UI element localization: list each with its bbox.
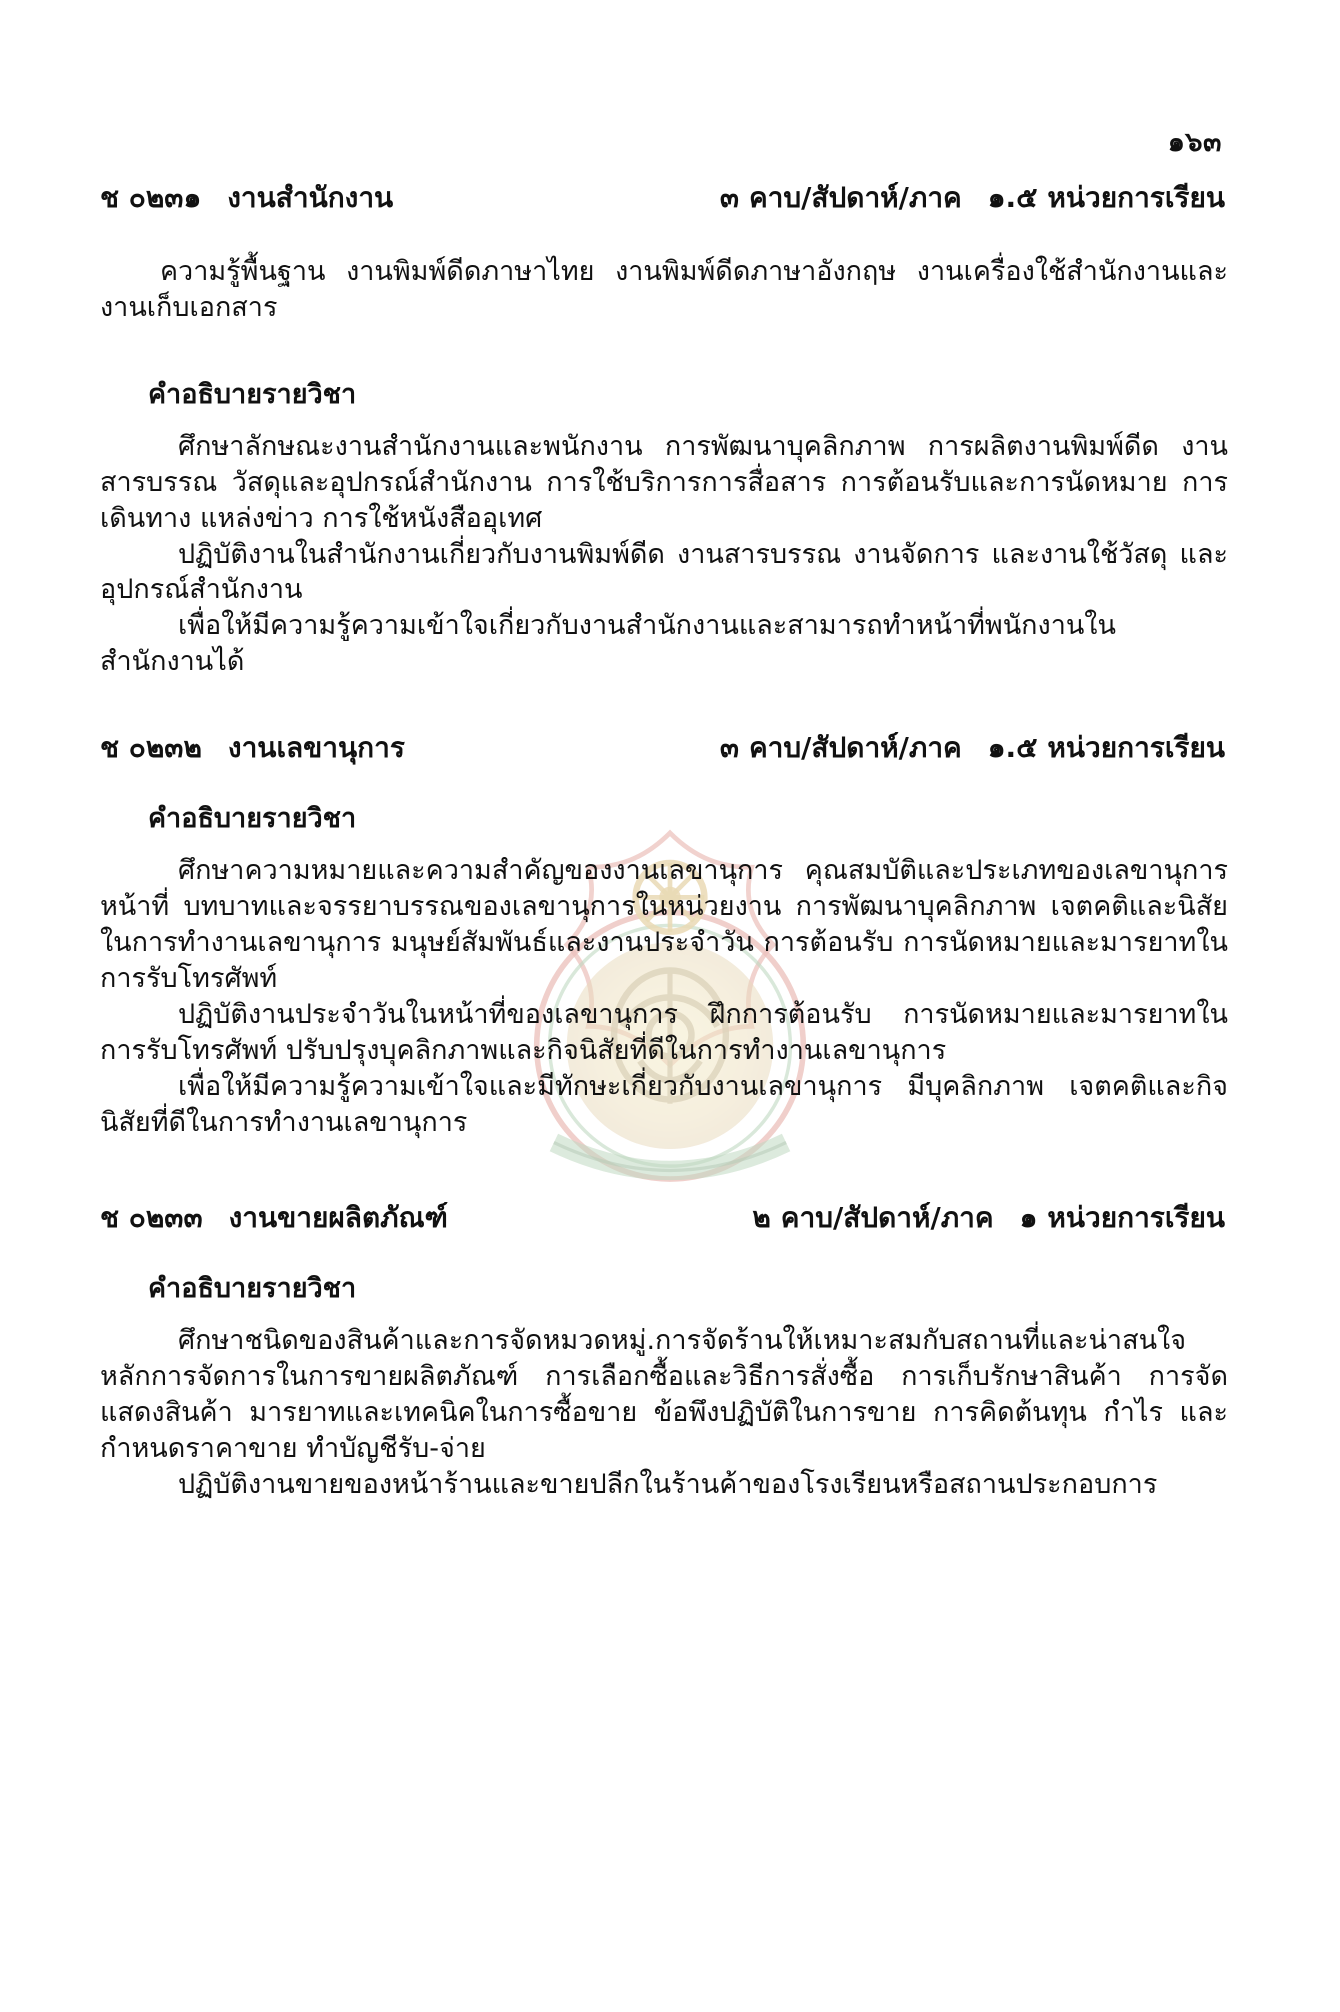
course-paragraph: ปฏิบัติงานขายของหน้าร้านและขายปลีกในร้านค้าของโรงเรียนหรือสถานประกอบการ	[178, 1469, 1158, 1501]
credits-units: ๑.๕	[987, 731, 1038, 765]
course-code: ช ๐๒๓๒	[100, 731, 202, 765]
course-heading-2	[100, 726, 1225, 770]
description-heading-2: คำอธิบายรายวิชา	[148, 803, 357, 835]
course-paragraph: ศึกษาลักษณะงานสำนักงานและพนักงาน การพัฒนาบุคลิกภาพ การผลิตงานพิมพ์ดีด งานสารบรรณ วัสดุและอุปกรณ์สำนักงาน การใช้บริการการสื่อสาร การต้อนรับและการนัดหมาย การเดินทาง แหล่งข่าว การใช้หนังสืออุเทศ	[100, 430, 1228, 534]
credits-per-label: คาบ/สัปดาห์/ภาค	[780, 1201, 994, 1235]
course-paragraph: เพื่อให้มีความรู้ความเข้าใจเกี่ยวกับงานสำนักงานและสามารถทำหน้าที่พนักงานในสำนักงานได้	[100, 610, 1116, 678]
credits-units: ๑.๕	[987, 181, 1038, 214]
credits-per-label: คาบ/สัปดาห์/ภาค	[748, 181, 962, 214]
course-credits	[752, 1196, 1225, 1240]
credits-unit-label: หน่วยการเรียน	[1047, 1201, 1225, 1235]
course-title: งานเลขานุการ	[227, 731, 405, 765]
course-title: งานขายผลิตภัณฑ์	[228, 1201, 448, 1235]
course-paragraph: ปฏิบัติงานประจำวันในหน้าที่ของเลขานุการ ฝึกการต้อนรับ การนัดหมายและมารยาทในการรับโทรศัพท์ ปรับปรุงบุคลิกภาพและกิจนิสัยที่ดีในการทำงานเลขานุการ	[100, 998, 1228, 1066]
course-heading-1	[100, 176, 1225, 220]
course-summary-1: ความรู้พื้นฐาน งานพิมพ์ดีดภาษาไทย งานพิมพ์ดีดภาษาอังกฤษ งานเครื่องใช้สำนักงานและงานเก็บเอกสาร	[100, 256, 1228, 323]
credits-periods: ๓	[719, 181, 739, 214]
course-code: ช ๐๒๓๓	[100, 1201, 203, 1235]
page-number: ๑๖๓	[1167, 127, 1222, 158]
course-paragraph: เพื่อให้มีความรู้ความเข้าใจและมีทักษะเกี่ยวกับงานเลขานุการ มีบุคลิกภาพ เจตคติและกิจนิสัยที่ดีในการทำงานเลขานุการ	[100, 1070, 1228, 1138]
description-heading-1: คำอธิบายรายวิชา	[148, 378, 357, 410]
course-heading-3	[100, 1196, 1225, 1240]
course-paragraph: ศึกษาชนิดของสินค้าและการจัดหมวดหมู่.การจัดร้านให้เหมาะสมกับสถานที่และน่าสนใจ หลักการจัดการในการขายผลิตภัณฑ์ การเลือกซื้อและวิธีการสั่งซื้อ การเก็บรักษาสินค้า การจัดแสดงสินค้า มารยาทและเทคนิคในการซื้อขาย ข้อพึงปฏิบัติในการขาย การคิดต้นทุน กำไร และกำหนดราคาขาย ทำบัญชีรับ-จ่าย	[100, 1325, 1228, 1465]
credits-periods: ๓	[719, 731, 739, 765]
course-credits	[720, 726, 1225, 770]
description-heading-3: คำอธิบายรายวิชา	[148, 1273, 357, 1305]
credits-unit-label: หน่วยการเรียน	[1047, 731, 1225, 765]
course-code: ช ๐๒๓๑	[100, 181, 202, 214]
credits-periods: ๒	[752, 1201, 771, 1235]
course-credits	[720, 176, 1225, 220]
course-title: งานสำนักงาน	[227, 181, 394, 214]
course-paragraph: ศึกษาความหมายและความสำคัญของงานเลขานุการ คุณสมบัติและประเภทของเลขานุการ หน้าที่ บทบาทและจรรยาบรรณของเลขานุการในหน่วยงาน การพัฒนาบุคลิกภาพ เจตคติและนิสัยในการทำงานเลขานุการ มนุษย์สัมพันธ์และงานประจำวัน การต้อนรับ การนัดหมายและมารยาทในการรับโทรศัพท์	[100, 855, 1228, 994]
course-paragraph: ปฏิบัติงานในสำนักงานเกี่ยวกับงานพิมพ์ดีด งานสารบรรณ งานจัดการ และงานใช้วัสดุ และอุปกรณ์สำนักงาน	[100, 538, 1228, 606]
credits-per-label: คาบ/สัปดาห์/ภาค	[748, 731, 962, 765]
credits-units: ๑	[1019, 1201, 1038, 1235]
credits-unit-label: หน่วยการเรียน	[1047, 181, 1225, 214]
